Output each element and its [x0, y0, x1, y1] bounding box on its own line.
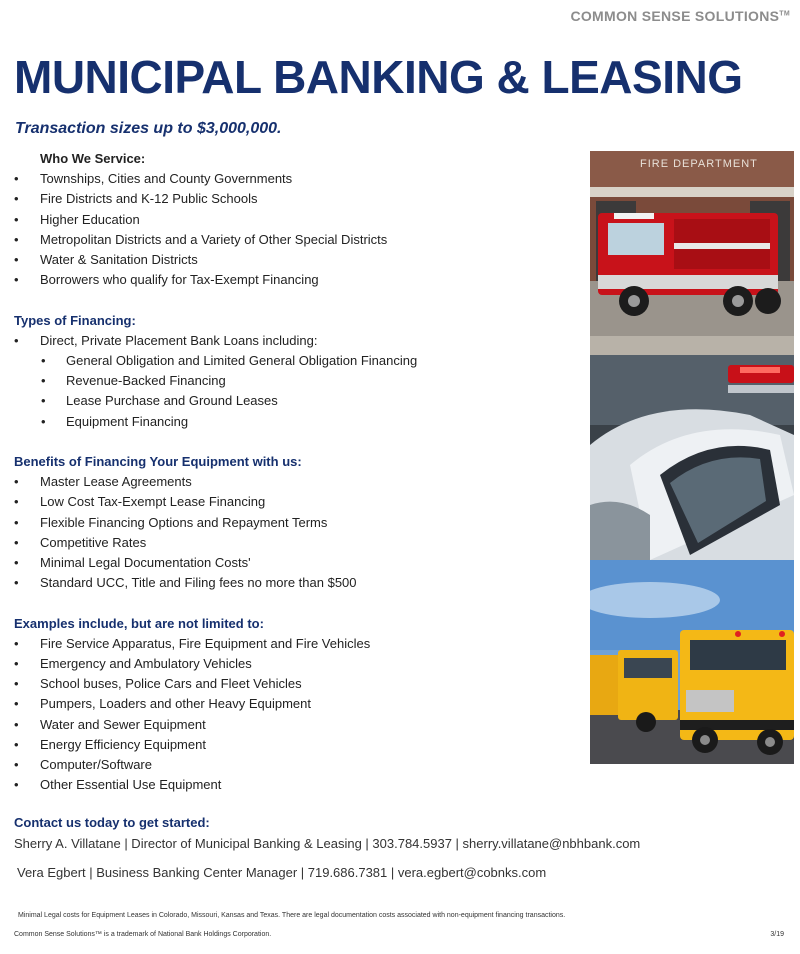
- list-item: • Pumpers, Loaders and other Heavy Equipment: [14, 694, 584, 714]
- fire-department-sign: FIRE DEPARTMENT: [640, 158, 758, 170]
- list-item: • Low Cost Tax-Exempt Lease Financing: [14, 492, 584, 512]
- list-item: • Townships, Cities and County Governments: [14, 169, 584, 189]
- list-item: • General Obligation and Limited General Obligation Financing: [14, 351, 584, 371]
- who-heading: Who We Service:: [40, 151, 146, 166]
- list-item: • Energy Efficiency Equipment: [14, 735, 584, 755]
- list-item: • Equipment Financing: [14, 412, 584, 432]
- photo-column: [590, 151, 794, 764]
- list-item: • Direct, Private Placement Bank Loans including:: [14, 331, 584, 351]
- main-content: [14, 149, 584, 795]
- types-heading: Types of Financing:: [14, 312, 136, 328]
- footnote: Minimal Legal costs for Equipment Leases in Colorado, Missouri, Kansas and Texas. There are legal documentation costs associated with non-equipment financing transactions.: [18, 912, 566, 919]
- list-item: • Fire Districts and K-12 Public Schools: [14, 189, 584, 209]
- school-bus-photo: [590, 560, 794, 764]
- examples-heading: Examples include, but are not limited to:: [14, 615, 264, 631]
- fire-truck-photo: [590, 151, 794, 355]
- list-item: • Water & Sanitation Districts: [14, 250, 584, 270]
- list-item: • Borrowers who qualify for Tax-Exempt Financing: [14, 270, 584, 290]
- list-item: • Competitive Rates: [14, 533, 584, 553]
- benefits-heading: Benefits of Financing Your Equipment with us:: [14, 454, 302, 470]
- contact-line: Sherry A. Villatane | Director of Municipal Banking & Leasing | 303.784.5937 | sherry.villatane@nbhbank.com: [14, 836, 641, 851]
- contact-line: Vera Egbert | Business Banking Center Manager | 719.686.7381 | vera.egbert@cobnks.com: [17, 865, 547, 880]
- list-item: • Metropolitan Districts and a Variety of Other Special Districts: [14, 230, 584, 250]
- list-item: • Flexible Financing Options and Repayment Terms: [14, 513, 584, 533]
- list-item: • Emergency and Ambulatory Vehicles: [14, 654, 584, 674]
- police-car-photo: [590, 355, 794, 560]
- list-item: • Master Lease Agreements: [14, 472, 584, 492]
- trademark-note: Common Sense Solutions™ is a trademark of National Bank Holdings Corporation.: [14, 931, 272, 938]
- list-item: • Lease Purchase and Ground Leases: [14, 391, 584, 411]
- page-subtitle: Transaction sizes up to $3,000,000.: [15, 120, 282, 137]
- list-item: • Fire Service Apparatus, Fire Equipment and Fire Vehicles: [14, 634, 584, 654]
- list-item: • Revenue-Backed Financing: [14, 371, 584, 391]
- list-item: • School buses, Police Cars and Fleet Vehicles: [14, 674, 584, 694]
- list-item: • Other Essential Use Equipment: [14, 775, 584, 795]
- list-item: • Minimal Legal Documentation Costs': [14, 553, 584, 573]
- page-title: MUNICIPAL BANKING & LEASING: [14, 51, 743, 103]
- list-item: • Standard UCC, Title and Filing fees no more than $500: [14, 573, 584, 593]
- list-item: • Computer/Software: [14, 755, 584, 775]
- brand-logo-text: COMMON SENSE SOLUTIONS™: [570, 8, 790, 24]
- contact-heading: Contact us today to get started:: [14, 815, 210, 830]
- page-number: 3/19: [770, 931, 784, 938]
- list-item: • Higher Education: [14, 210, 584, 230]
- list-item: • Water and Sewer Equipment: [14, 715, 584, 735]
